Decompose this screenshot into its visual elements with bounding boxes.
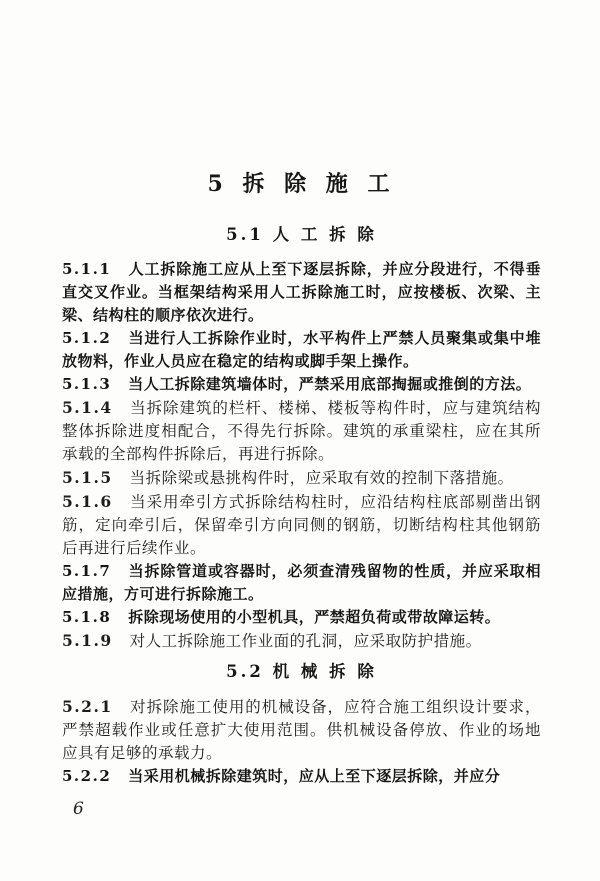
page-content [62, 171, 541, 788]
clause-number: 5.1.2 [62, 329, 112, 347]
clause-number: 5.2.2 [62, 767, 112, 785]
section [62, 661, 541, 788]
clause-text: 当采用机械拆除建筑时，应从上至下逐层拆除，并应分 [128, 767, 501, 785]
clause-number: 5.1.1 [62, 260, 112, 278]
clause-text: 当拆除管道或容器时，必须查清残留物的性质，并应采取相应措施，方可进行拆除施工。 [62, 562, 541, 603]
clause-text: 当进行人工拆除作业时，水平构件上严禁人员聚集或集中堆放物料，作业人员应在稳定的结构或脚手架上操作。 [62, 329, 541, 370]
clause-paragraph [62, 629, 541, 653]
clause-text: 当人工拆除建筑墙体时，严禁采用底部掏掘或推倒的方法。 [128, 375, 532, 393]
clause-number: 5.1.8 [62, 608, 112, 626]
clause-number: 5.1.7 [62, 562, 112, 580]
clause-paragraph [62, 396, 541, 466]
clause-text: 当采用牵引方式拆除结构柱时，应沿结构柱底部剔凿出钢筋，定向牵引后，保留牵引方向同侧的钢筋，切断结构柱其他钢筋后再进行后续作业。 [62, 493, 541, 557]
clause-paragraph [62, 490, 541, 560]
section-heading: 5.1 人 工 拆 除 [226, 225, 377, 244]
clause-paragraph [62, 560, 541, 606]
sections-container [62, 224, 541, 788]
clause-text: 对拆除施工使用的机械设备，应符合施工组织设计要求，严禁超载作业或任意扩大使用范围。供机械设备停放、作业的场地应具有足够的承载力。 [62, 698, 541, 762]
clause-paragraph [62, 695, 541, 765]
clause-number: 5.1.9 [62, 631, 113, 650]
clause-paragraph [62, 466, 541, 490]
clause-text: 人工拆除施工应从上至下逐层拆除，并应分段进行，不得垂直交叉作业。当框架结构采用人工拆除施工时，应按楼板、次梁、主梁、结构柱的顺序依次进行。 [62, 260, 541, 324]
clause-number: 5.1.3 [62, 375, 112, 393]
clause-text: 当拆除梁或悬挑构件时，应采取有效的控制下落措施。 [129, 469, 514, 487]
clause-paragraph [62, 327, 541, 373]
clause-paragraph [62, 765, 541, 788]
clause-number: 5.2.1 [62, 697, 113, 716]
clause-paragraph [62, 373, 541, 396]
clause-number: 5.1.6 [62, 492, 113, 511]
page-number: 6 [73, 799, 84, 819]
chapter-title: 5 拆 除 施 工 [207, 171, 396, 197]
clause-text: 拆除现场使用的小型机具，严禁超负荷或带故障运转。 [128, 608, 501, 626]
section [62, 224, 541, 653]
clause-number: 5.1.4 [62, 398, 113, 417]
clause-paragraph [62, 258, 541, 327]
section-heading: 5.2 机 械 拆 除 [226, 662, 377, 681]
clause-text: 当拆除建筑的栏杆、楼梯、楼板等构件时，应与建筑结构整体拆除进度相配合，不得先行拆除。建筑的承重梁柱，应在其所承载的全部构件拆除后，再进行拆除。 [62, 399, 541, 463]
clause-paragraph [62, 606, 541, 629]
clause-text: 对人工拆除施工作业面的孔洞，应采取防护措施。 [129, 632, 482, 650]
clause-number: 5.1.5 [62, 468, 113, 487]
